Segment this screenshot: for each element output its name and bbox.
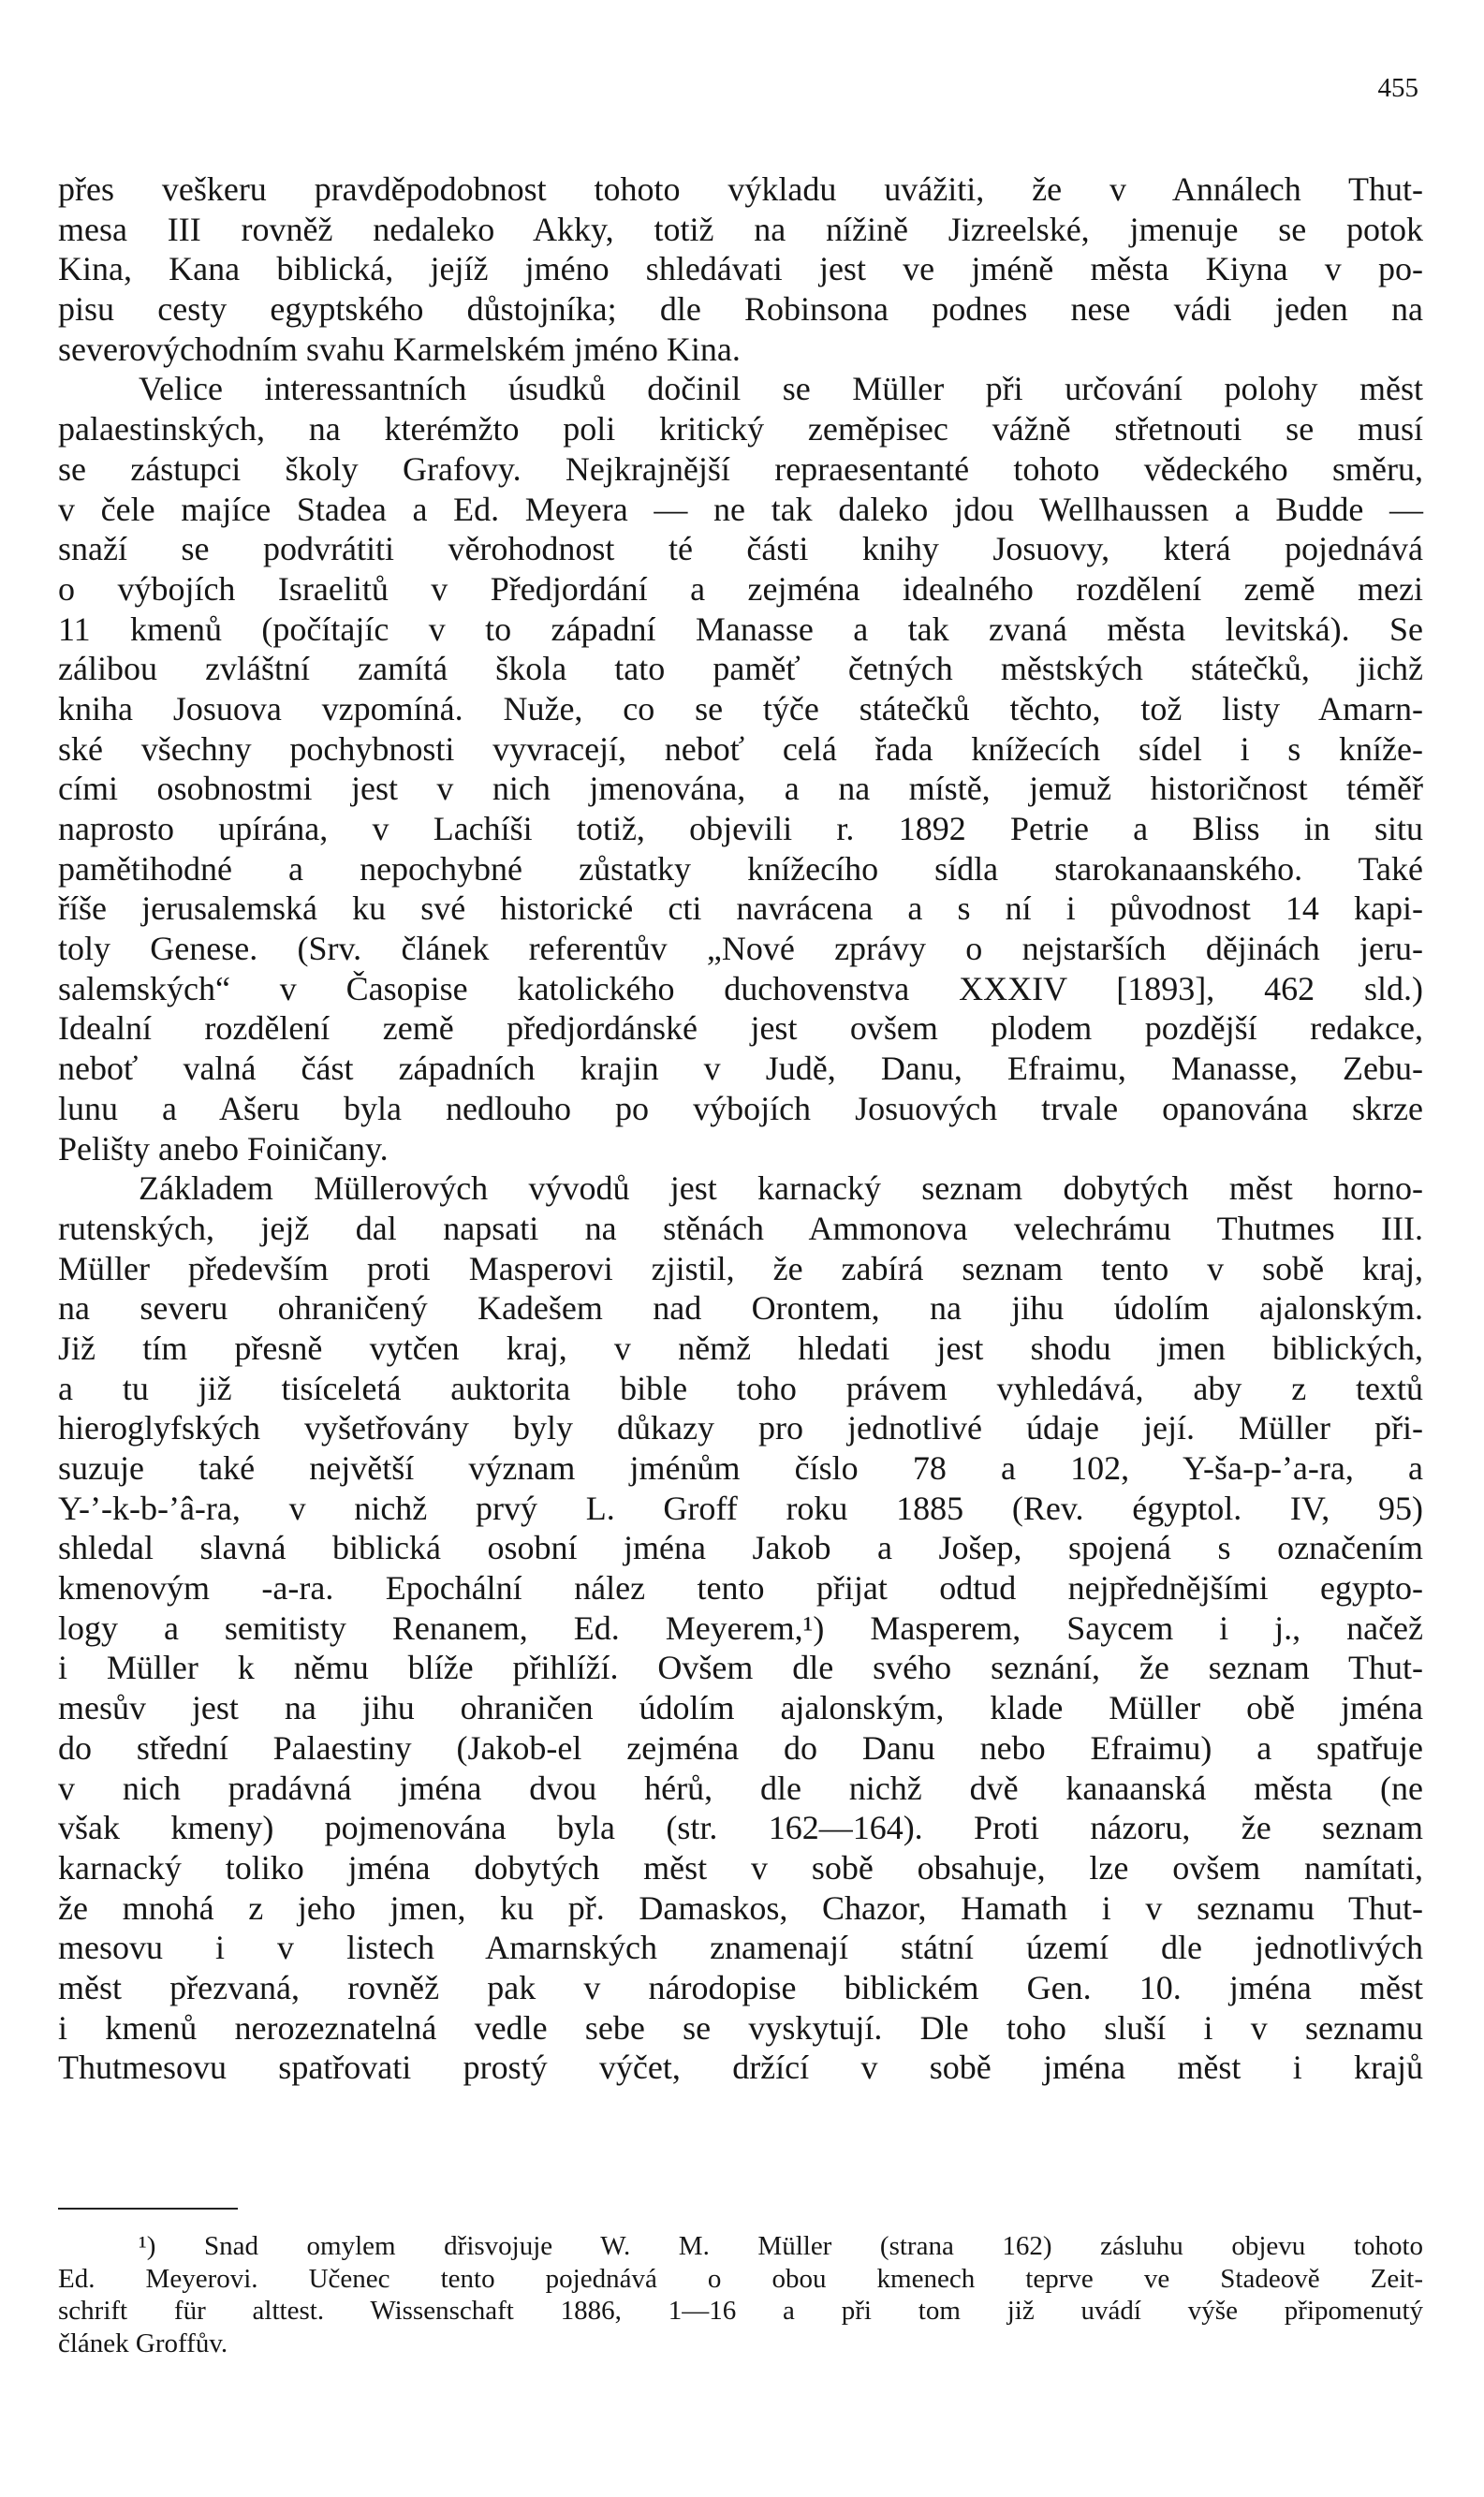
text-line: salemských“ v Časopise katolického duchovenstva XXXIV [1893], 462 sld.) xyxy=(58,969,1423,1007)
text-line: se zástupci školy Grafovy. Nejkrajnější repraesentanté tohoto vědeckého směru, xyxy=(58,449,1423,488)
text-line: Müller především proti Masperovi zjistil, že zabírá seznam tento v sobě kraj, xyxy=(58,1249,1423,1287)
text-line: cími osobnostmi jest v nich jmenována, a na místě, jemuž historičnost téměř xyxy=(58,770,1423,808)
text-line: na severu ohraničený Kadešem nad Orontem, na jihu údolím ajalonským. xyxy=(58,1289,1423,1328)
text-line: Idealní rozdělení země předjordánské jest ovšem plodem pozdější redakce, xyxy=(58,1009,1423,1048)
footnote-line: Ed. Meyerovi. Učenec tento pojednává o obou kmenech teprve ve Stadeově Zeit- xyxy=(58,2263,1423,2294)
text-line: logy a semitisty Renanem, Ed. Meyerem,¹) Masperem, Saycem i j., načež xyxy=(58,1608,1423,1647)
text-line: měst přezvaná, rovněž pak v národopise biblickém Gen. 10. jména měst xyxy=(58,1968,1423,2006)
text-line: kniha Josuova vzpomíná. Nuže, co se týče státečků těchto, tož listy Amarn- xyxy=(58,689,1423,727)
main-text xyxy=(58,169,1423,2088)
text-line: však kmeny) pojmenována byla (str. 162—164). Proti názoru, že seznam xyxy=(58,1809,1423,1847)
text-line: snaží se podvrátiti věrohodnost té části knihy Josuovy, která pojednává xyxy=(58,530,1423,568)
footnote-line: schrift für alttest. Wissenschaft 1886, 1—16 a při tom již uvádí výše připomenutý xyxy=(58,2296,1423,2326)
text-line: mesovu i v listech Amarnských znamenají státní území dle jednotlivých xyxy=(58,1929,1423,1967)
paragraph-1 xyxy=(58,169,1423,369)
text-line: přes veškeru pravděpodobnost tohoto výkladu uvážiti, že v Annálech Thut- xyxy=(58,170,1423,208)
text-line: Kina, Kana biblická, jejíž jméno shledávati jest ve jméně města Kiyna v po- xyxy=(58,250,1423,288)
text-line: naprosto upírána, v Lachíši totiž, objevili r. 1892 Petrie a Bliss in situ xyxy=(58,810,1423,847)
text-line: a tu již tisíceletá auktorita bible toho právem vyhledává, aby z textů xyxy=(58,1369,1423,1407)
text-line: že mnohá z jeho jmen, ku př. Damaskos, Chazor, Hamath i v seznamu Thut- xyxy=(58,1888,1423,1927)
text-line: neboť valná část západních krajin v Judě, Danu, Efraimu, Manasse, Zebu- xyxy=(58,1050,1423,1088)
paragraph-3 xyxy=(58,1168,1423,2088)
footnote-line: ¹) Snad omylem dřisvojuje W. M. Müller (strana 162) zásluhu objevu tohoto xyxy=(139,2231,1423,2261)
text-line: Základem Müllerových vývodů jest karnacký seznam dobytých měst horno- xyxy=(139,1169,1423,1208)
text-line: kmenovým -a-ra. Epochální nález tento přijat odtud nejpřednějšími egypto- xyxy=(58,1569,1423,1608)
text-line: do střední Palaestiny (Jakob-el zejména do Danu nebo Efraimu) a spatřuje xyxy=(58,1728,1423,1767)
text-line: i Müller k němu blíže přihlíží. Ovšem dle svého seznání, že seznam Thut- xyxy=(58,1649,1423,1687)
text-line: lunu a Ašeru byla nedlouho po výbojích Josuových trvale opanována skrze xyxy=(58,1089,1423,1127)
text-line: karnacký toliko jména dobytých měst v sobě obsahuje, lze ovšem namítati, xyxy=(58,1848,1423,1887)
text-line: mesův jest na jihu ohraničen údolím ajalonským, klade Müller obě jména xyxy=(58,1689,1423,1727)
text-line: Thutmesovu spatřovati prostý výčet, držící v sobě jména měst i krajů xyxy=(58,2049,1423,2087)
text-line: Velice interessantních úsudků dočinil se Müller při určování polohy měst xyxy=(139,370,1423,408)
text-line: hieroglyfských vyšetřovány byly důkazy pro jednotlivé údaje její. Müller při- xyxy=(58,1409,1423,1447)
text-line: Y-’-k-b-’â-ra, v nichž prvý L. Groff roku 1885 (Rev. égyptol. IV, 95) xyxy=(58,1489,1423,1527)
text-line: pamětihodné a nepochybné zůstatky knížecího sídla starokanaanského. Také xyxy=(58,849,1423,888)
text-line: Již tím přesně vytčen kraj, v němž hledati jest shodu jmen biblických, xyxy=(58,1329,1423,1367)
footnote xyxy=(58,2230,1423,2359)
footnote-divider xyxy=(58,2208,238,2210)
text-line: Pelišty anebo Foiničany. xyxy=(58,1129,389,1168)
text-line: ské všechny pochybnosti vyvracejí, neboť celá řada knížecích sídel i s kníže- xyxy=(58,729,1423,768)
text-line: rutenských, jejž dal napsati na stěnách Ammonova velechrámu Thutmes III. xyxy=(58,1209,1423,1247)
text-line: suzuje také největší význam jménům číslo 78 a 102, Y-ša-p-’a-ra, a xyxy=(58,1449,1423,1487)
text-line: v čele majíce Stadea a Ed. Meyera — ne tak daleko jdou Wellhaussen a Budde — xyxy=(58,490,1423,528)
text-line: palaestinských, na kterémžto poli kritický zeměpisec vážně střetnouti se musí xyxy=(58,410,1423,448)
paragraph-2 xyxy=(58,369,1423,1168)
text-line: říše jerusalemská ku své historické cti navrácena a s ní i původnost 14 kapi- xyxy=(58,889,1423,928)
text-line: v nich pradávná jména dvou hérů, dle nichž dvě kanaanská města (ne xyxy=(58,1769,1423,1807)
text-line: pisu cesty egyptského důstojníka; dle Robinsona podnes nese vádi jeden na xyxy=(58,290,1423,329)
text-line: shledal slavná biblická osobní jména Jakob a Jošep, spojená s označením xyxy=(58,1529,1423,1567)
text-line: toly Genese. (Srv. článek referentův „Nové zprávy o nejstarších dějinách jeru- xyxy=(58,930,1423,968)
footnote-line: článek Groffův. xyxy=(58,2328,228,2358)
page-number: 455 xyxy=(1377,73,1418,103)
text-line: zálibou zvláštní zamítá škola tato paměť četných městských státečků, jichž xyxy=(58,650,1423,688)
text-line: i kmenů nerozeznatelná vedle sebe se vyskytují. Dle toho sluší i v seznamu xyxy=(58,2008,1423,2047)
text-line: o výbojích Israelitů v Předjordání a zejména idealného rozdělení země mezi xyxy=(58,569,1423,608)
text-line: 11 kmenů (počítajíc v to západní Manasse a tak zvaná města levitská). Se xyxy=(58,610,1423,648)
text-line: severovýchodním svahu Karmelském jméno Kina. xyxy=(58,330,741,368)
text-line: mesa III rovněž nedaleko Akky, totiž na nížině Jizreelské, jmenuje se potok xyxy=(58,210,1423,248)
